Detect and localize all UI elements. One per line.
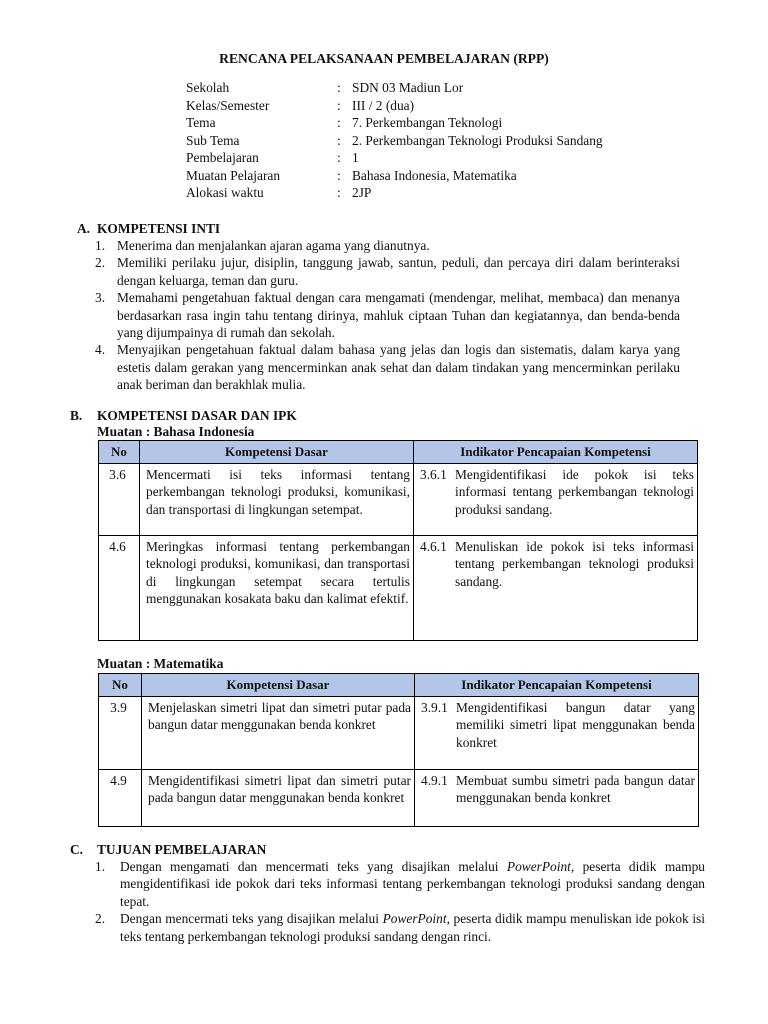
colon: : [337,97,341,113]
table-row [99,464,698,536]
item-number: 3. [95,290,106,306]
cell-no: 3.6 [99,464,140,536]
identity-label: Sekolah [186,80,230,95]
header-no: No [99,441,140,464]
header-ipk: Indikator Pencapaian Kompetensi [415,674,699,697]
kompetensi-inti-list [95,237,680,394]
item-text: , peserta didik mampu menuliskan ide pokok isi teks tentang perkembangan teknologi produksi sandang dengan rinci. [120,911,705,944]
cell-no: 3.9 [99,697,142,770]
section-title: TUJUAN PEMBELAJARAN [97,842,267,857]
cell-ipk [414,464,698,536]
identity-value: 2JP [352,185,372,200]
cell-kd: Meringkas informasi tentang perkembangan teknologi produksi, komunikasi, dan transportasi di lingkungan setempat secara tertulis menggunakan kosakata baku dan kalimat efektif. [140,536,414,641]
ipk-text: Mengidentifikasi bangun datar yang memiliki simetri lipat menggunakan benda konkret [456,700,695,750]
section-letter: A. [77,221,91,236]
section-title: KOMPETENSI INTI [97,221,221,236]
identity-value: 2. Perkembangan Teknologi Produksi Sandang [352,132,603,148]
tujuan-list [95,858,705,945]
identity-value: III / 2 (dua) [352,97,415,113]
muatan-matematika-label: Muatan : Matematika [97,656,224,671]
cell-ipk [415,770,699,827]
ipk-code: 3.6.1 [420,467,447,482]
item-text: Menyajikan pengetahuan faktual dalam bahasa yang jelas dan logis dan sistematis, dalam karya yang estetis dalam gerakan yang mencerminkan anak sehat dan dalam tindakan yang mencerminkan perilaku anak beriman dan berakhlak mulia. [117,342,680,393]
colon: : [337,185,341,200]
colon: : [337,132,341,148]
page-title: RENCANA PELAKSANAAN PEMBELAJARAN (RPP) [219,51,549,66]
item-number: 4. [95,342,106,358]
list-item [95,237,680,254]
list-item [95,910,705,945]
section-b-heading [70,407,297,424]
list-item [95,341,680,393]
cell-ipk [414,536,698,641]
ipk-text: Membuat sumbu simetri pada bangun datar menggunakan benda konkret [456,773,695,806]
item-emphasis: PowerPoint [506,859,571,874]
item-number: 2. [95,255,106,271]
header-kd: Kompetensi Dasar [140,441,414,464]
colon: : [337,115,341,130]
muatan-bahasa-label: Muatan : Bahasa Indonesia [97,424,255,439]
item-number: 1. [95,859,106,874]
item-emphasis: PowerPoint [382,911,447,927]
ipk-code: 4.6.1 [420,539,447,554]
cell-no: 4.6 [99,536,140,641]
identity-label: Pembelajaran [186,150,259,165]
ipk-text: Menuliskan ide pokok isi teks informasi tentang perkembangan teknologi produksi sandang. [455,539,694,589]
cell-kd: Mencermati isi teks informasi tentang perkembangan teknologi produksi, komunikasi, dan transportasi di lingkungan setempat. [140,464,414,536]
header-ipk: Indikator Pencapaian Kompetensi [414,441,698,464]
section-title: KOMPETENSI DASAR DAN IPK [97,408,297,423]
item-text: Memahami pengetahuan faktual dengan cara mengamati (mendengar, melihat, membaca) dan menanya berdasarkan rasa ingin tahu tentang dirinya, mahluk ciptaan Tuhan dan kegiatannya, dan benda-benda yang dijumpainya di rumah dan sekolah. [117,290,680,341]
item-number: 1. [95,238,106,253]
identity-value: 7. Perkembangan Teknologi [352,115,503,130]
item-text: Menerima dan menjalankan ajaran agama yang dianutnya. [117,238,430,253]
item-text: Memiliki perilaku jujur, disiplin, tanggung jawab, santun, peduli, dan percaya diri dalam berinteraksi dengan keluarga, teman dan guru. [117,255,680,288]
header-no: No [99,674,142,697]
section-letter: B. [70,408,83,423]
list-item [95,289,680,341]
identity-label: Muatan Pelajaran [186,167,281,183]
table-row [99,697,699,770]
item-text: , peserta didik mampu mengidentifikasi ide pokok dari teks informasi tentang perkembangan teknologi produksi sandang dengan tepat. [120,859,705,909]
identity-value: Bahasa Indonesia, Matematika [352,167,517,183]
table-row [99,770,699,827]
identity-value: 1 [352,150,359,165]
cell-kd: Menjelaskan simetri lipat dan simetri putar pada bangun datar menggunakan benda konkret [142,697,415,770]
cell-ipk [415,697,699,770]
item-text: Dengan mencermati teks yang disajikan melalui [120,911,383,927]
table-row [99,536,698,641]
item-text: Dengan mengamati dan mencermati teks yang disajikan melalui [120,859,507,874]
list-item [95,254,680,289]
colon: : [337,167,341,183]
ipk-code: 3.9.1 [421,700,448,715]
header-kd: Kompetensi Dasar [142,674,415,697]
identity-label: Alokasi waktu [186,185,264,200]
table-header-row [99,674,699,697]
identity-value: SDN 03 Madiun Lor [352,80,464,95]
cell-kd: Mengidentifikasi simetri lipat dan simetri putar pada bangun datar menggunakan benda konkret [142,770,415,827]
section-c-heading [70,841,266,858]
cell-no: 4.9 [99,770,142,827]
identity-label: Tema [186,115,216,130]
ipk-text: Mengidentifikasi ide pokok isi teks informasi tentang perkembangan teknologi produksi sandang. [455,467,694,517]
colon: : [337,80,341,95]
item-number: 2. [95,911,106,927]
colon: : [337,150,341,165]
identity-label: Sub Tema [186,132,240,148]
section-letter: C. [70,842,84,857]
table-header-row [99,441,698,464]
identity-label: Kelas/Semester [186,97,270,113]
ipk-code: 4.9.1 [421,773,448,788]
section-a-heading [77,220,220,237]
kd-table-matematika [98,673,699,827]
list-item [95,858,705,910]
kd-table-bahasa [98,440,698,641]
